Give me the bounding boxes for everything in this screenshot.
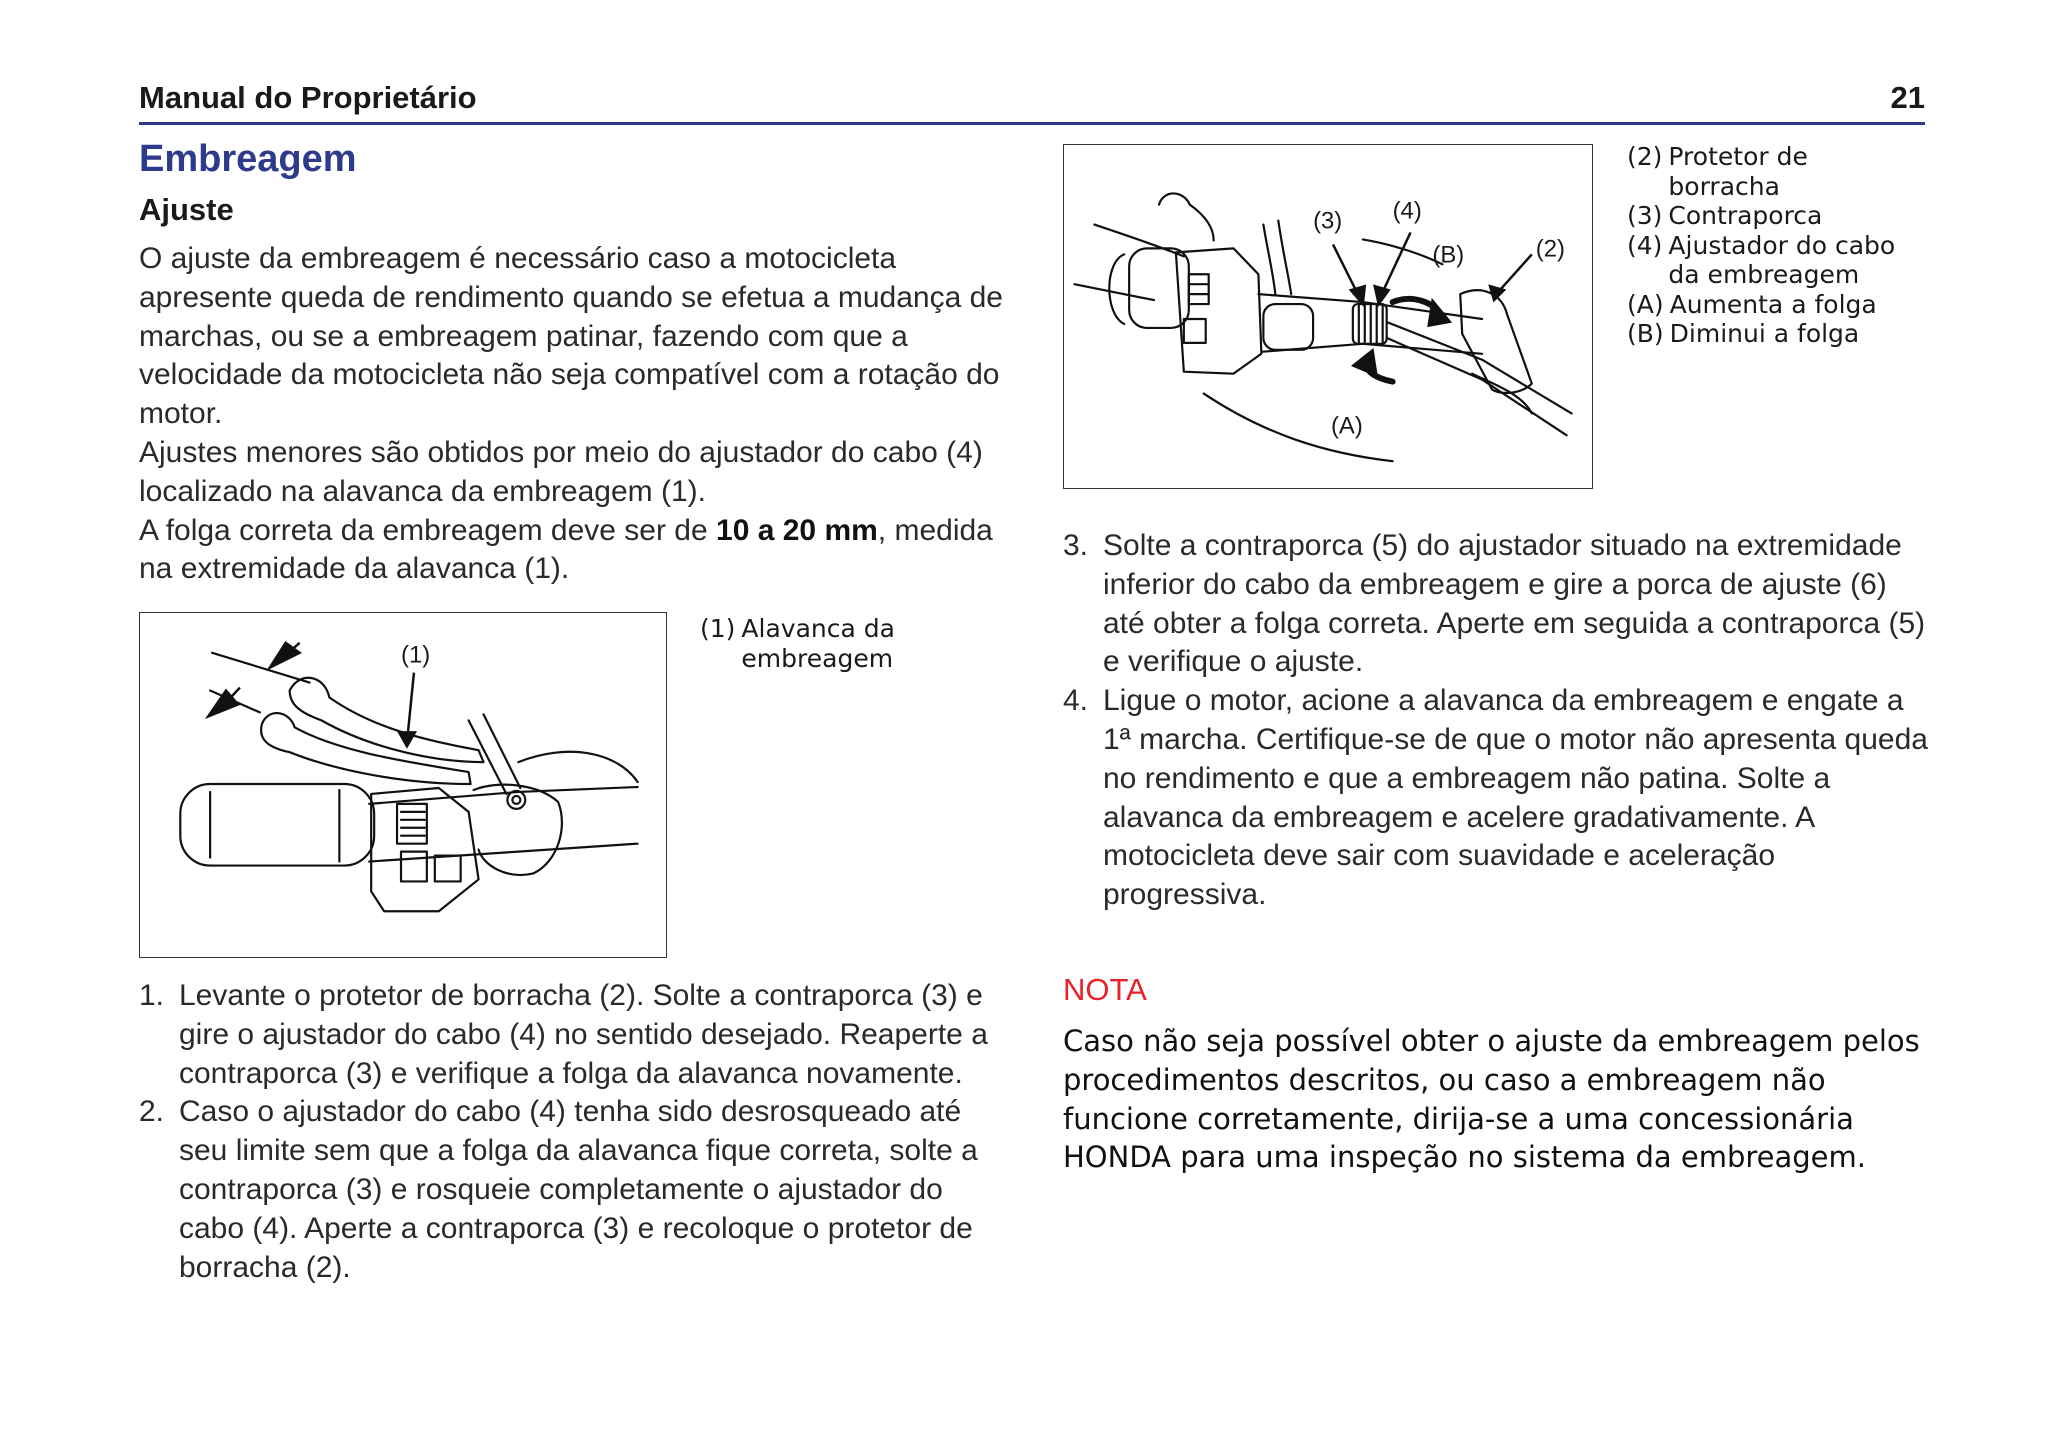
step-number: 2. (139, 1095, 165, 1129)
intro-p3-post: , medida na extremidade da alavanca (1). (139, 513, 993, 586)
step-text: Solte a contraporca (5) do ajustador situado na extremidade inferior do cabo da embreagem e gire a porca de ajuste (6) até obter a folga correta. Aperte em seguida a contraporca (5) e verifique o ajuste. (1103, 529, 1926, 679)
legend-text: Aumenta a folga (1669, 289, 1877, 319)
header-rule (139, 122, 1925, 125)
legend-item (1627, 142, 1927, 201)
header-title: Manual do Proprietário (139, 80, 477, 115)
step-number: 4. (1063, 684, 1089, 718)
legend-item (1627, 290, 1927, 320)
clutch-lever-illustration (140, 613, 666, 957)
callout-2: (2) (1535, 235, 1565, 263)
cable-adjuster-illustration (1064, 145, 1592, 488)
intro-p3-pre: A folga correta da embreagem deve ser de (139, 513, 717, 547)
steps-left (139, 977, 1009, 1287)
subsection-title: Ajuste (139, 192, 234, 227)
legend-item (700, 614, 940, 673)
legend-key: (1) (700, 614, 736, 643)
list-item (139, 977, 1009, 1093)
free-play-value: 10 a 20 mm (716, 513, 878, 547)
note-text: Caso não seja possível obter o ajuste da embreagem pelos procedimentos descritos, ou caso a embreagem não funcione corretamente, dirija-se a uma concessionária HONDA para uma inspeção no sistema da embreagem. (1063, 1024, 1920, 1175)
step-text: Ligue o motor, acione a alavanca da embreagem e engate a 1ª marcha. Certifique-se de que o motor não apresenta queda no rendimento e que a embreagem não patina. Solte a alavanca da embreagem e acelere gradativamente. A motocicleta deve sair com suavidade e aceleração progressiva. (1103, 684, 1928, 912)
callout-a: (A) (1330, 412, 1363, 440)
legend-text: Ajustador do cabo da embreagem (1668, 230, 1896, 289)
legend-key: (A) (1627, 289, 1664, 319)
step-text: Caso o ajustador do cabo (4) tenha sido desrosqueado até seu limite sem que a folga da alavanca fique correta, solte a contraporca (3) e rosqueie completamente o ajustador do cabo (4). Aperte a contraporca (3) e recoloque o protetor de borracha (2). (179, 1095, 978, 1284)
figure-cable-adjuster (1063, 144, 1593, 489)
intro-text (139, 240, 1009, 589)
list-item (139, 1093, 1009, 1287)
step-number: 3. (1063, 529, 1089, 562)
step-number: 1. (139, 979, 165, 1012)
intro-paragraph-3 (139, 512, 1009, 590)
legend-item (1627, 319, 1927, 349)
legend-key: (3) (1627, 201, 1663, 230)
step-text: Levante o protetor de borracha (2). Solte a contraporca (3) e gire o ajustador do cabo (4) no sentido desejado. Reaperte a contraporca (3) e verifique a folga da alavanca novamente. (179, 979, 988, 1090)
note-title: NOTA (1063, 972, 1147, 1007)
callout-b: (B) (1432, 241, 1465, 269)
steps-right (1063, 527, 1933, 915)
legend-text: Contraporca (1668, 201, 1823, 230)
legend-key: (2) (1627, 142, 1663, 171)
legend-item (1627, 231, 1927, 290)
legend-text: Protetor de borracha (1668, 142, 1808, 201)
legend-text: Diminui a folga (1669, 319, 1860, 348)
intro-paragraph-2: Ajustes menores são obtidos por meio do ajustador do cabo (4) localizado na alavanca da embreagem (1). (139, 435, 983, 508)
list-item (1063, 682, 1933, 915)
figure-clutch-lever (139, 612, 667, 958)
legend-text: Alavanca da embreagem (741, 614, 895, 673)
list-item (1063, 527, 1933, 682)
page-number: 21 (1890, 80, 1925, 115)
figure2-legend (1627, 142, 1927, 349)
callout-4: (4) (1392, 197, 1422, 225)
section-title: Embreagem (139, 138, 357, 180)
callout-1: (1) (401, 641, 431, 669)
legend-key: (B) (1627, 319, 1664, 348)
callout-3: (3) (1313, 207, 1343, 235)
intro-paragraph-1: O ajuste da embreagem é necessário caso a motocicleta apresente queda de rendimento quando se efetua a mudança de marchas, ou se a embreagem patinar, fazendo com que a velocidade da motocicleta não seja compatível com a rotação do motor. (139, 242, 1003, 431)
legend-item (1627, 201, 1927, 231)
figure1-legend (700, 614, 940, 673)
legend-key: (4) (1627, 230, 1663, 260)
